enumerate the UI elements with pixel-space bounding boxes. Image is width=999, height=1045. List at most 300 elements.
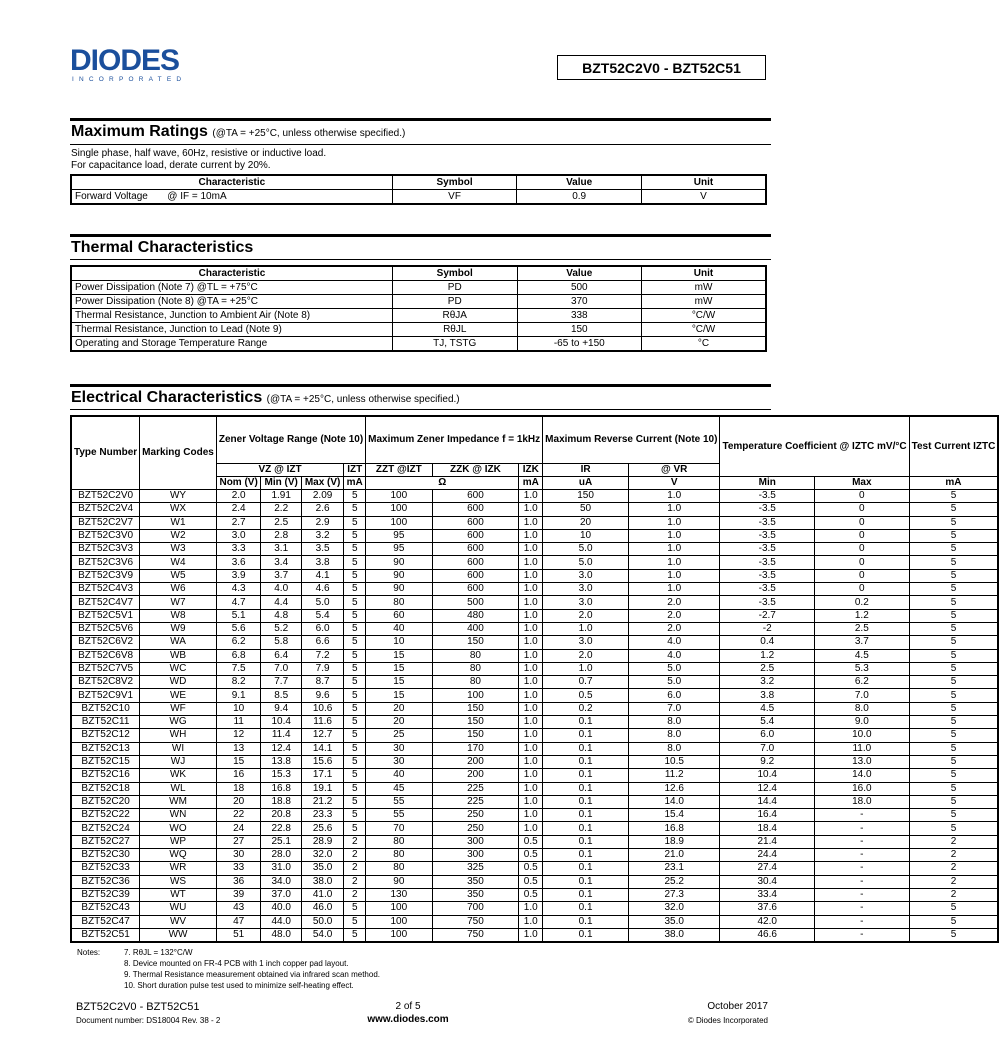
table-cell: 1.0 <box>519 609 543 622</box>
table-cell: 5 <box>909 622 998 635</box>
table-cell: 6.6 <box>301 636 343 649</box>
table-cell: °C <box>642 337 766 352</box>
table-cell: 5 <box>909 755 998 768</box>
table-cell: 11.0 <box>815 742 910 755</box>
table-cell: 6.2 <box>815 676 910 689</box>
table-cell: 80 <box>366 849 432 862</box>
table-cell: 80 <box>432 676 519 689</box>
table-cell: 3.9 <box>216 569 261 582</box>
table-cell: 4.0 <box>628 636 720 649</box>
table-cell: RθJL <box>392 323 517 337</box>
table-cell: 5.0 <box>628 662 720 675</box>
ua-header: uA <box>543 477 629 490</box>
table-cell: 14.0 <box>628 795 720 808</box>
table-cell: 10 <box>543 529 629 542</box>
table-cell: BZT52C3V9 <box>71 569 140 582</box>
table-cell: W5 <box>140 569 217 582</box>
col-header: Symbol <box>392 175 517 190</box>
tc-max-header: Max <box>815 477 910 490</box>
table-cell: 33 <box>216 862 261 875</box>
table-cell: V <box>641 190 766 205</box>
table-cell: 5 <box>909 689 998 702</box>
table-cell: 9.4 <box>261 702 302 715</box>
table-cell: 5 <box>909 583 998 596</box>
table-cell: 6.0 <box>628 689 720 702</box>
table-cell: mW <box>642 295 766 309</box>
table-cell: 13.0 <box>815 755 910 768</box>
table-cell: 15 <box>366 676 432 689</box>
table-cell: 4.0 <box>628 649 720 662</box>
table-cell: 338 <box>517 309 642 323</box>
table-cell: 5.4 <box>301 609 343 622</box>
table-cell: BZT52C2V0 <box>71 490 140 503</box>
section-rule <box>70 384 771 387</box>
table-cell: 24.4 <box>720 849 815 862</box>
table-cell: 54.0 <box>301 928 343 942</box>
table-cell: 5 <box>909 649 998 662</box>
footer-page: 2 of 5 <box>395 1001 421 1012</box>
table-cell: 0.5 <box>519 888 543 901</box>
table-cell: 11 <box>216 716 261 729</box>
table-row <box>71 543 998 556</box>
table-cell: 5 <box>344 543 366 556</box>
table-cell: 15 <box>366 689 432 702</box>
table-cell: 4.4 <box>261 596 302 609</box>
table-cell: 300 <box>432 835 519 848</box>
table-cell: 5.8 <box>261 636 302 649</box>
col-header: Characteristic <box>71 175 392 190</box>
table-cell: 3.2 <box>301 529 343 542</box>
table-cell: WU <box>140 902 217 915</box>
table-cell: 5 <box>344 556 366 569</box>
table-cell: 1.0 <box>519 769 543 782</box>
table-cell: 3.2 <box>720 676 815 689</box>
table-row <box>71 281 766 295</box>
table-cell: W7 <box>140 596 217 609</box>
table-cell: BZT52C27 <box>71 835 140 848</box>
table-cell: 5 <box>344 915 366 928</box>
table-cell: 33.4 <box>720 888 815 901</box>
zener-voltage-header: Zener Voltage Range (Note 10) <box>216 416 365 464</box>
table-cell: 600 <box>432 569 519 582</box>
table-cell: WJ <box>140 755 217 768</box>
table-cell: 0 <box>815 490 910 503</box>
table-cell: 1.0 <box>543 662 629 675</box>
table-cell: 16.8 <box>261 782 302 795</box>
table-cell: 15 <box>366 662 432 675</box>
table-row <box>71 503 998 516</box>
table-cell: 1.0 <box>519 556 543 569</box>
table-cell: 17.1 <box>301 769 343 782</box>
table-cell: 5 <box>909 556 998 569</box>
table-cell: 13 <box>216 742 261 755</box>
table-cell: 3.0 <box>543 569 629 582</box>
section-underline <box>70 144 771 145</box>
table-cell: WY <box>140 490 217 503</box>
table-row <box>71 569 998 582</box>
table-cell: 4.0 <box>261 583 302 596</box>
table-cell: 0.1 <box>543 915 629 928</box>
table-cell: 5 <box>344 569 366 582</box>
note-item: 9. Thermal Resistance measurement obtained via infrared scan method. <box>124 970 380 979</box>
table-cell: -3.5 <box>720 529 815 542</box>
table-cell: BZT52C4V7 <box>71 596 140 609</box>
table-cell: 7.9 <box>301 662 343 675</box>
table-cell: 5.0 <box>301 596 343 609</box>
table-cell: - <box>815 809 910 822</box>
table-cell: 5 <box>344 622 366 635</box>
table-cell: 150 <box>517 323 642 337</box>
table-cell: °C/W <box>642 309 766 323</box>
table-cell: 5 <box>344 822 366 835</box>
table-cell: 90 <box>366 583 432 596</box>
table-cell: 1.0 <box>628 556 720 569</box>
table-cell: 38.0 <box>628 928 720 942</box>
table-cell: 8.0 <box>628 716 720 729</box>
table-cell: 12.7 <box>301 729 343 742</box>
table-cell: 1.0 <box>519 543 543 556</box>
table-row <box>71 849 998 862</box>
table-cell: 170 <box>432 742 519 755</box>
table-cell: -3.5 <box>720 596 815 609</box>
table-cell: W3 <box>140 543 217 556</box>
table-row <box>71 862 998 875</box>
table-row <box>71 822 998 835</box>
table-cell: -3.5 <box>720 503 815 516</box>
table-cell: 150 <box>432 702 519 715</box>
table-cell: 5 <box>909 609 998 622</box>
table-cell: 9.6 <box>301 689 343 702</box>
table-cell: 500 <box>432 596 519 609</box>
table-cell: 40.0 <box>261 902 302 915</box>
table-cell: 7.5 <box>216 662 261 675</box>
table-cell: WC <box>140 662 217 675</box>
table-cell: 16.8 <box>628 822 720 835</box>
table-cell: 23.1 <box>628 862 720 875</box>
table-cell: 18.0 <box>815 795 910 808</box>
table-cell: WS <box>140 875 217 888</box>
table-cell: - <box>815 915 910 928</box>
table-cell: 5 <box>909 915 998 928</box>
section-underline <box>70 259 771 260</box>
table-cell: 0.1 <box>543 888 629 901</box>
table-cell: 5 <box>909 569 998 582</box>
table-cell: 80 <box>366 596 432 609</box>
table-cell: 15 <box>216 755 261 768</box>
min-header: Min (V) <box>261 477 302 490</box>
table-cell: 44.0 <box>261 915 302 928</box>
max-header: Max (V) <box>301 477 343 490</box>
table-cell: 14.4 <box>720 795 815 808</box>
notes-label: Notes: <box>77 948 101 957</box>
table-cell: 5 <box>344 503 366 516</box>
table-cell: 600 <box>432 503 519 516</box>
table-cell: 0.1 <box>543 875 629 888</box>
diodes-logo <box>70 44 220 84</box>
table-cell: 5 <box>909 716 998 729</box>
table-cell: 30 <box>366 742 432 755</box>
table-cell: 500 <box>517 281 642 295</box>
table-cell: 600 <box>432 543 519 556</box>
table-cell: 80 <box>366 862 432 875</box>
table-cell: 3.7 <box>261 569 302 582</box>
table-cell: 30 <box>216 849 261 862</box>
table-cell: 0 <box>815 516 910 529</box>
table-cell: BZT52C5V6 <box>71 622 140 635</box>
table-cell: WE <box>140 689 217 702</box>
table-cell: 24 <box>216 822 261 835</box>
table-cell: Operating and Storage Temperature Range <box>71 337 392 352</box>
table-cell: 100 <box>366 915 432 928</box>
table-cell: 5 <box>909 902 998 915</box>
table-cell: 5 <box>344 649 366 662</box>
table-cell: 0 <box>815 529 910 542</box>
table-cell: 5 <box>909 702 998 715</box>
table-cell: 2.09 <box>301 490 343 503</box>
table-cell: 5 <box>344 516 366 529</box>
table-cell: 1.0 <box>519 569 543 582</box>
table-cell: 50.0 <box>301 915 343 928</box>
table-row <box>71 782 998 795</box>
table-cell: 350 <box>432 888 519 901</box>
test-current-header: Test Current IZTC <box>909 416 998 477</box>
table-cell: 1.0 <box>519 902 543 915</box>
table-row <box>71 609 998 622</box>
table-cell: 45 <box>366 782 432 795</box>
table-cell: 1.0 <box>519 915 543 928</box>
table-cell: 100 <box>366 516 432 529</box>
table-cell: 1.0 <box>519 622 543 635</box>
table-cell: 5 <box>909 729 998 742</box>
table-row <box>71 902 998 915</box>
footer-url[interactable]: www.diodes.com <box>367 1014 449 1025</box>
table-cell: 10.6 <box>301 702 343 715</box>
table-cell: W4 <box>140 556 217 569</box>
table-cell: Thermal Resistance, Junction to Ambient Air (Note 8) <box>71 309 392 323</box>
table-cell: 1.0 <box>519 662 543 675</box>
table-row <box>71 556 998 569</box>
table-cell: 5 <box>344 809 366 822</box>
table-cell: -3.5 <box>720 490 815 503</box>
table-cell: - <box>815 888 910 901</box>
col-header: Value <box>517 175 642 190</box>
table-cell: 20 <box>543 516 629 529</box>
table-cell: 0.2 <box>815 596 910 609</box>
table-cell: 5.0 <box>543 543 629 556</box>
type-number-header: Type Number <box>71 416 140 490</box>
table-cell: 4.5 <box>815 649 910 662</box>
col-header: Unit <box>641 175 766 190</box>
table-cell: -65 to +150 <box>517 337 642 352</box>
table-cell: 200 <box>432 769 519 782</box>
table-cell: 100 <box>432 689 519 702</box>
table-cell: 9.2 <box>720 755 815 768</box>
table-cell: 600 <box>432 583 519 596</box>
table-cell: 1.0 <box>543 622 629 635</box>
table-cell: 55 <box>366 809 432 822</box>
table-cell: BZT52C24 <box>71 822 140 835</box>
table-row <box>71 649 998 662</box>
note-item: 10. Short duration pulse test used to minimize self-heating effect. <box>124 981 354 990</box>
table-cell: 5 <box>909 782 998 795</box>
table-cell: 0.5 <box>519 849 543 862</box>
table-cell: BZT52C13 <box>71 742 140 755</box>
table-cell: 8.7 <box>301 676 343 689</box>
table-cell: 20.8 <box>261 809 302 822</box>
table-cell: 7.0 <box>815 689 910 702</box>
table-cell: 750 <box>432 915 519 928</box>
table-cell: 2.0 <box>628 622 720 635</box>
table-cell: 1.0 <box>519 503 543 516</box>
table-cell: 7.7 <box>261 676 302 689</box>
max-ratings-table <box>70 174 767 205</box>
table-cell: WV <box>140 915 217 928</box>
table-cell: 4.7 <box>216 596 261 609</box>
table-cell: BZT52C30 <box>71 849 140 862</box>
table-cell: 12.4 <box>261 742 302 755</box>
table-cell: 0.9 <box>517 190 642 205</box>
table-cell: PD <box>392 281 517 295</box>
footer-date: October 2017 <box>707 1001 768 1012</box>
table-cell: 36 <box>216 875 261 888</box>
table-cell: -2.7 <box>720 609 815 622</box>
table-row <box>71 915 998 928</box>
table-cell: 3.8 <box>301 556 343 569</box>
part-number-box: BZT52C2V0 - BZT52C51 <box>557 55 766 80</box>
table-cell: 2 <box>909 875 998 888</box>
table-cell: Thermal Resistance, Junction to Lead (Note 9) <box>71 323 392 337</box>
table-cell: 5 <box>909 503 998 516</box>
table-cell: 7.0 <box>261 662 302 675</box>
table-cell: 5.6 <box>216 622 261 635</box>
table-cell: 2.0 <box>543 649 629 662</box>
table-cell: 1.0 <box>519 529 543 542</box>
table-cell: 11.4 <box>261 729 302 742</box>
ma-header: mA <box>344 477 366 490</box>
table-cell: 600 <box>432 529 519 542</box>
table-cell: 12.6 <box>628 782 720 795</box>
table-cell: BZT52C3V0 <box>71 529 140 542</box>
table-cell: WM <box>140 795 217 808</box>
table-cell: 3.1 <box>261 543 302 556</box>
table-row <box>71 516 998 529</box>
zzk-header: ZZK @ IZK <box>432 464 519 477</box>
table-cell: 80 <box>432 649 519 662</box>
table-cell: 18.8 <box>261 795 302 808</box>
table-cell: 2 <box>344 849 366 862</box>
table-cell: mW <box>642 281 766 295</box>
table-cell: 200 <box>432 755 519 768</box>
table-cell: 15.4 <box>628 809 720 822</box>
table-cell: 6.0 <box>720 729 815 742</box>
table-cell: 1.0 <box>519 822 543 835</box>
section-rule <box>70 118 771 121</box>
table-row <box>71 702 998 715</box>
table-cell: 1.0 <box>628 490 720 503</box>
table-cell: BZT52C3V6 <box>71 556 140 569</box>
footer-copyright: © Diodes Incorporated <box>687 1016 768 1025</box>
reverse-current-header: Maximum Reverse Current (Note 10) <box>543 416 720 464</box>
table-cell: 4.6 <box>301 583 343 596</box>
electrical-table <box>70 415 999 943</box>
table-cell: 5.2 <box>261 622 302 635</box>
table-cell: 5 <box>909 490 998 503</box>
table-cell: 0.1 <box>543 716 629 729</box>
table-cell: 11.6 <box>301 716 343 729</box>
table-cell: 150 <box>432 716 519 729</box>
table-cell: WX <box>140 503 217 516</box>
v-header: V <box>628 477 720 490</box>
table-cell: 5 <box>344 583 366 596</box>
table-cell: 5 <box>344 636 366 649</box>
table-cell: 5 <box>344 609 366 622</box>
table-cell: TJ, TSTG <box>392 337 517 352</box>
table-cell: 14.0 <box>815 769 910 782</box>
table-cell: - <box>815 849 910 862</box>
table-cell: 0.1 <box>543 809 629 822</box>
table-cell: 18.9 <box>628 835 720 848</box>
table-cell: 5.3 <box>815 662 910 675</box>
table-cell: 0.5 <box>519 862 543 875</box>
table-cell: WF <box>140 702 217 715</box>
table-cell: 70 <box>366 822 432 835</box>
table-cell: 2 <box>344 862 366 875</box>
table-cell: WT <box>140 888 217 901</box>
table-cell: 9.1 <box>216 689 261 702</box>
table-cell: BZT52C5V1 <box>71 609 140 622</box>
table-cell: 15.6 <box>301 755 343 768</box>
table-cell: 32.0 <box>628 902 720 915</box>
table-cell: WR <box>140 862 217 875</box>
table-cell: 22 <box>216 809 261 822</box>
table-cell: 21.2 <box>301 795 343 808</box>
table-cell: 5 <box>909 742 998 755</box>
table-cell: WD <box>140 676 217 689</box>
table-cell: 50 <box>543 503 629 516</box>
table-cell: 15.3 <box>261 769 302 782</box>
table-cell: 1.2 <box>815 609 910 622</box>
table-cell: Power Dissipation (Note 8) @TA = +25°C <box>71 295 392 309</box>
table-cell: 250 <box>432 809 519 822</box>
table-cell: 5 <box>344 902 366 915</box>
table-cell: BZT52C12 <box>71 729 140 742</box>
table-cell: 5 <box>344 676 366 689</box>
table-cell: 31.0 <box>261 862 302 875</box>
table-cell: 46.6 <box>720 928 815 942</box>
table-cell: 5 <box>344 795 366 808</box>
footer-part: BZT52C2V0 - BZT52C51 <box>76 1001 200 1013</box>
table-cell: 0.1 <box>543 729 629 742</box>
table-cell: 10.5 <box>628 755 720 768</box>
table-cell: WN <box>140 809 217 822</box>
table-cell: 3.8 <box>720 689 815 702</box>
table-cell: 5 <box>909 809 998 822</box>
marking-codes-header: Marking Codes <box>140 416 217 490</box>
table-cell: 16 <box>216 769 261 782</box>
vr-header: @ VR <box>628 464 720 477</box>
table-cell: 43 <box>216 902 261 915</box>
table-cell: BZT52C18 <box>71 782 140 795</box>
table-cell: - <box>815 928 910 942</box>
izt-header: IZT <box>344 464 366 477</box>
table-cell: 1.0 <box>519 583 543 596</box>
table-cell: 1.0 <box>519 649 543 662</box>
table-row <box>71 337 766 352</box>
table-row <box>71 596 998 609</box>
table-cell: 30 <box>366 755 432 768</box>
table-cell: 5 <box>909 596 998 609</box>
table-cell: 150 <box>432 636 519 649</box>
